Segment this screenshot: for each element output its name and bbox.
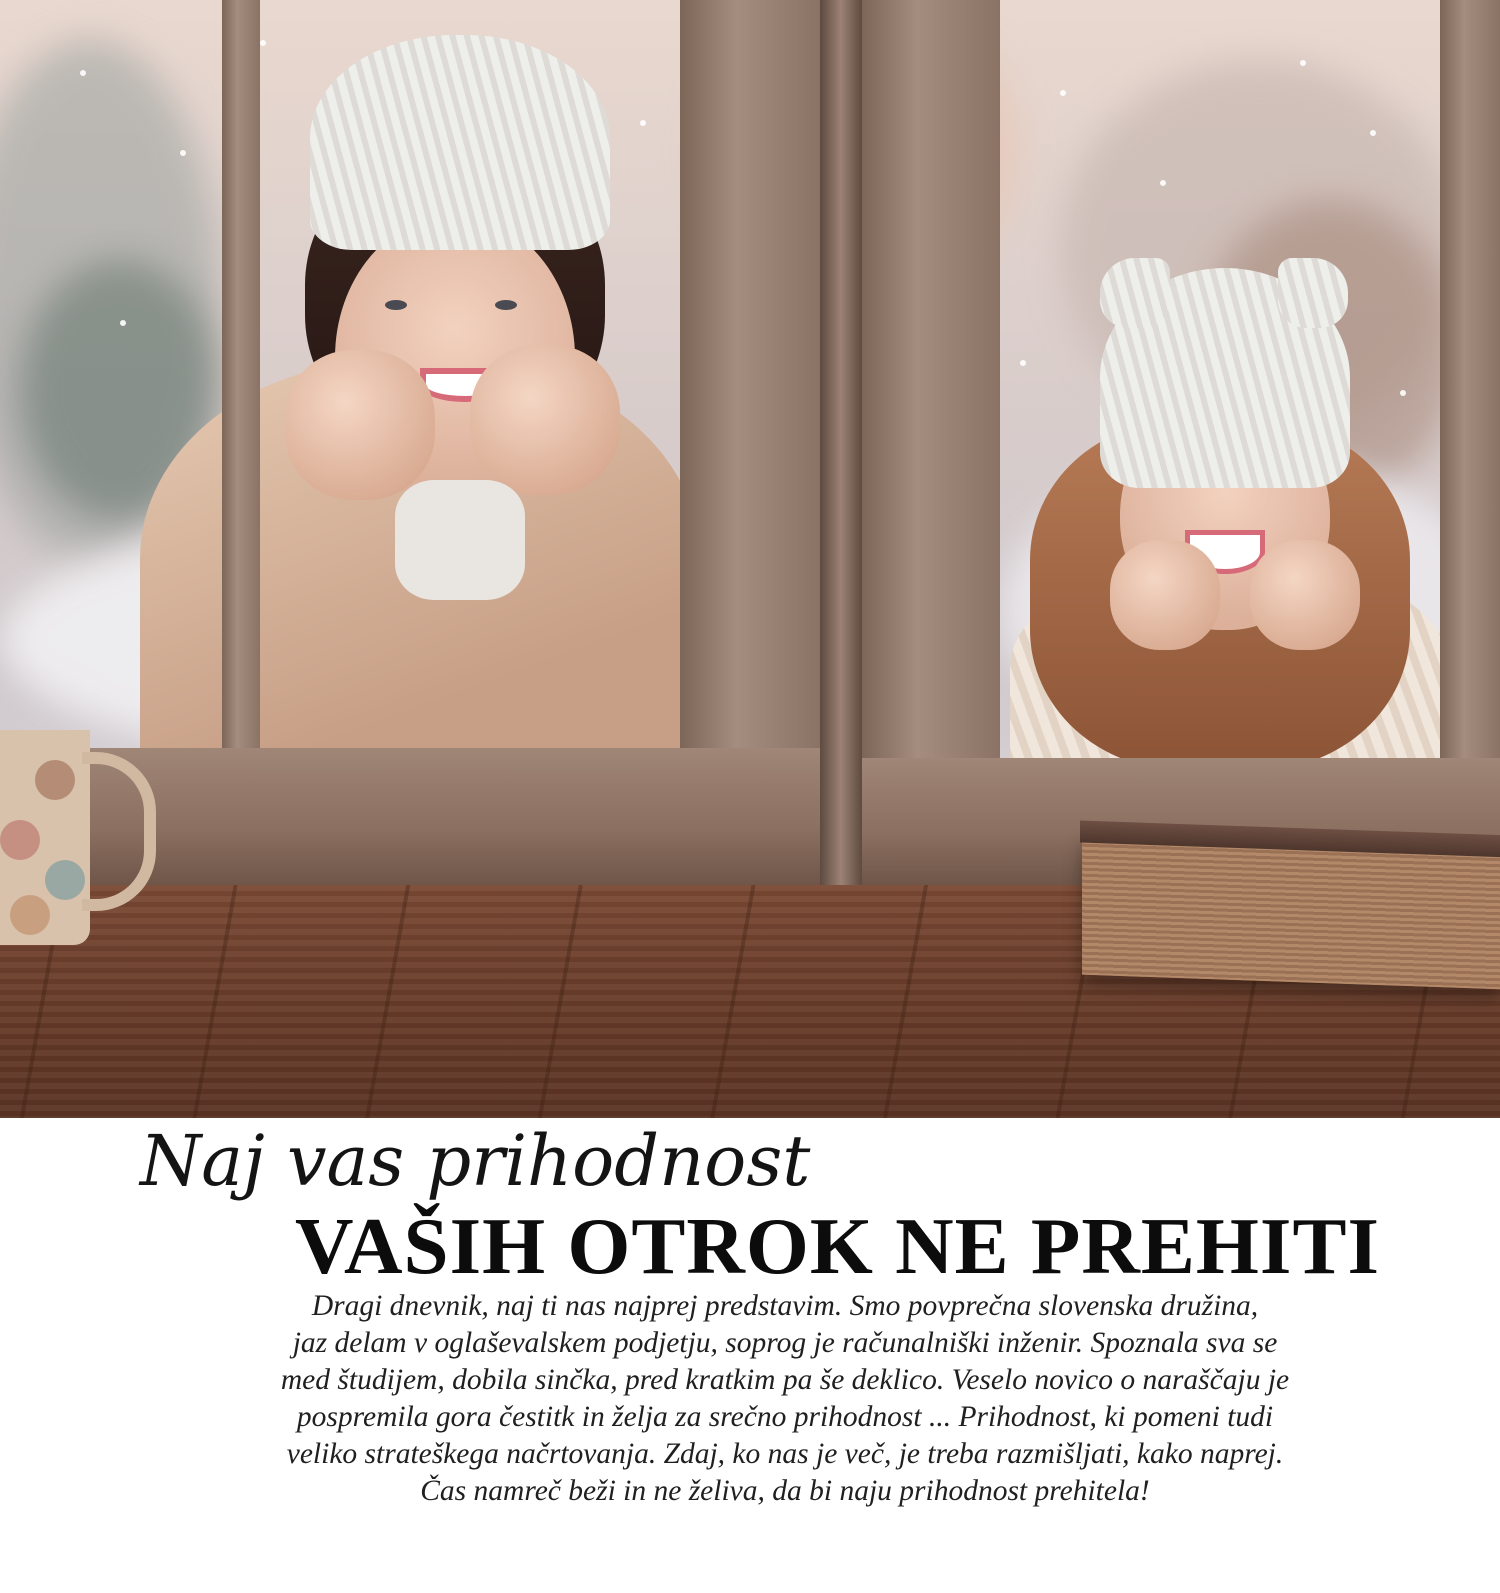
snowflake-icon (1060, 90, 1066, 96)
girl-hand (1110, 540, 1220, 650)
article-body (150, 1288, 1420, 1510)
snowflake-icon (1160, 180, 1166, 186)
girl-hat-ear (1278, 258, 1348, 328)
window-mullion (820, 0, 862, 885)
woman-eye (385, 300, 407, 310)
window-frame-icon (862, 0, 1000, 885)
body-line: jaz delam v oglaševalskem podjetju, soprog je računalniški inženir. Spoznala sva se (292, 1327, 1278, 1359)
woman-hand (470, 345, 620, 495)
body-line: Čas namreč beži in ne želiva, da bi naju prihodnost prehitela! (420, 1475, 1150, 1507)
window-frame-icon (222, 0, 260, 750)
book-icon (1082, 835, 1500, 990)
body-line: veliko strateškega načrtovanja. Zdaj, ko nas je več, je treba razmišljati, kako naprej. (286, 1438, 1284, 1470)
snowflake-icon (1020, 360, 1026, 366)
mug-dot (45, 860, 85, 900)
snowflake-icon (1400, 390, 1406, 396)
woman-eye (495, 300, 517, 310)
body-line: med študijem, dobila sinčka, pred kratkim pa še deklico. Veselo novico o naraščaju je (280, 1364, 1290, 1396)
headline-script: Naj vas prihodnost (140, 1120, 811, 1202)
mug-dot (35, 760, 75, 800)
snowflake-icon (1370, 130, 1376, 136)
mug-dot (0, 820, 40, 860)
snowflake-icon (640, 120, 646, 126)
woman-scarf (395, 480, 525, 600)
snowflake-icon (260, 40, 266, 46)
mug-dot (10, 895, 50, 935)
snowflake-icon (120, 320, 126, 326)
headline-caps: VAŠIH OTROK NE PREHITI (295, 1201, 1381, 1291)
snowflake-icon (1300, 60, 1306, 66)
snowflake-icon (80, 70, 86, 76)
girl-hand (1250, 540, 1360, 650)
woman-hat (310, 35, 610, 250)
window-frame-icon (1440, 0, 1500, 760)
woman-hand (285, 350, 435, 500)
girl-hat-ear (1100, 258, 1170, 328)
body-line: pospremila gora čestitk in želja za srečno prihodnost ... Prihodnost, ki pomeni tudi (296, 1401, 1274, 1433)
body-line: Dragi dnevnik, naj ti nas najprej predstavim. Smo povprečna slovenska družina, (311, 1290, 1259, 1322)
snowflake-icon (180, 150, 186, 156)
